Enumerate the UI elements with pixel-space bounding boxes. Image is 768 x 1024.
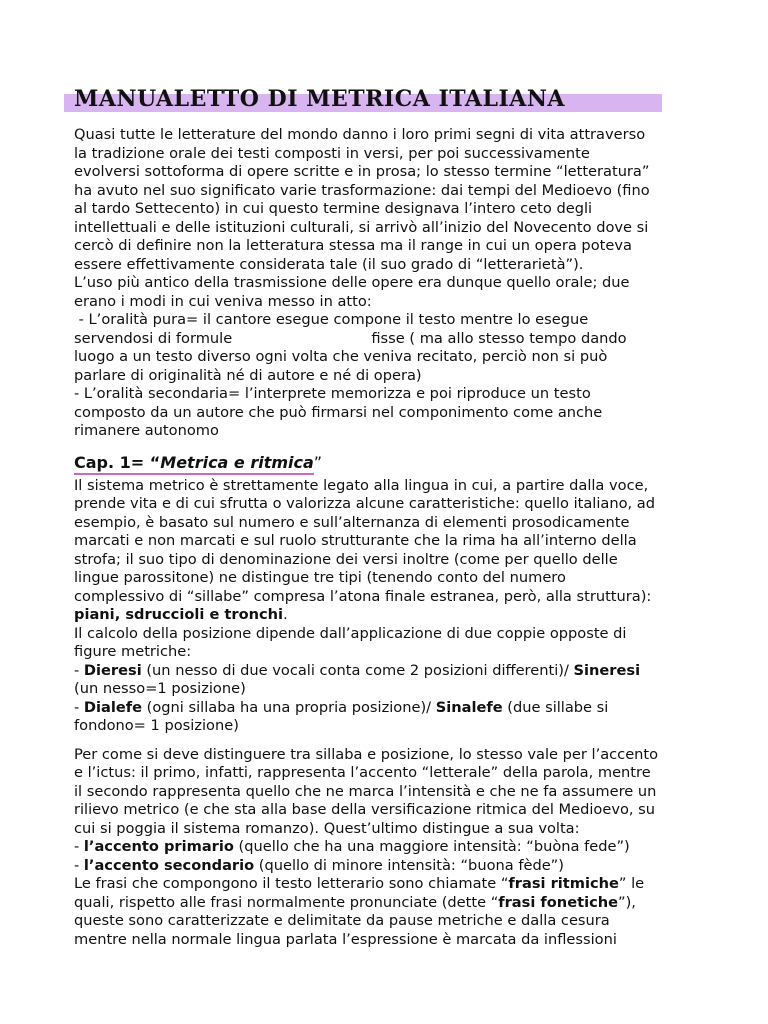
text-line: queste sono caratterizzate e delimitate da pause metriche e dalla cesura — [74, 912, 610, 929]
text-line — [74, 662, 714, 681]
text-line: e l’ictus: il primo, infatti, rappresenta l’accento “letterale” della parola, mentre — [74, 764, 651, 781]
text-fragment: (quello che ha una maggiore intensità: “buòna fede”) — [233, 838, 630, 855]
text-line: ha avuto nel suo significato varie trasformazione: dai tempi del Medioevo (fino — [74, 181, 650, 199]
chapter-heading-underlined — [74, 453, 314, 475]
bold-term: Sineresi — [573, 661, 641, 679]
text-line: prende vita e di cui sfrutta o valorizza alcune caratteristiche: quello italiano, ad — [74, 495, 656, 512]
text-fragment: Le frasi che compongono il testo letterario sono chiamate “ — [74, 875, 509, 892]
bold-term: l’accento secondario — [83, 856, 255, 874]
text-line: figure metriche: — [74, 643, 192, 660]
chapter-heading — [74, 451, 714, 477]
text-fragment: ”), — [618, 893, 636, 911]
text-fragment: - — [74, 661, 84, 679]
text-line: marcati e non marcati e sul ruolo strutturante che la rima ha all’interno della — [74, 532, 637, 549]
chapter-suffix: ” — [313, 452, 323, 472]
text-line: rimanere autonomo — [74, 422, 219, 439]
text-line — [74, 894, 714, 913]
text-line: essere effettivamente considerata tale (il suo grado di “letterarietà”). — [74, 255, 584, 273]
text-line: Quasi tutte le letterature del mondo danno i loro primi segni di vita attraverso — [74, 126, 646, 143]
text-line: Il calcolo della posizione dipende dall’applicazione di due coppie opposte di — [74, 624, 627, 642]
bold-term: l’accento primario — [83, 838, 234, 855]
text-fragment: - — [74, 856, 84, 874]
text-line: (un nesso=1 posizione) — [74, 680, 246, 697]
document-title: MANUALETTO DI METRICA ITALIANA — [74, 86, 565, 112]
text-line: Il sistema metrico è strettamente legato alla lingua in cui, a partire dalla voce, — [74, 476, 649, 494]
bold-term: Dieresi — [83, 661, 142, 679]
bold-term: piani, sdruccioli e tronchi — [74, 606, 284, 623]
text-line: complessivo di “sillabe” compresa l’atona finale estranea, però, alla struttura): — [74, 587, 652, 605]
text-line: la tradizione orale dei testi composti in versi, per poi successivamente — [74, 144, 590, 162]
text-line — [74, 875, 714, 894]
text-line: parlare di originalità né di autore e né di opera) — [74, 366, 422, 384]
accento-paragraph — [74, 746, 714, 950]
bold-term: frasi ritmiche — [508, 875, 619, 892]
text-line: evolversi sottoforma di opere scritte e in prosa; lo stesso termine “letteratura” — [74, 163, 650, 180]
text-line: - L’oralità secondaria= l’interprete memorizza e poi riproduce un testo — [74, 385, 591, 402]
metrica-paragraph — [74, 477, 714, 736]
text-line: Per come si deve distinguere tra sillaba e posizione, lo stesso vale per l’accento — [74, 745, 659, 763]
text-fragment: - — [74, 838, 84, 855]
bold-term: Sinalefe — [435, 698, 503, 716]
text-line: erano i modi in cui veniva messo in atto: — [74, 292, 372, 310]
chapter-prefix: Cap. 1= “ — [74, 452, 161, 472]
text-line: intellettuali e delle istituzioni culturali, si arrivò all’inizio del Novecento dove si — [74, 218, 649, 236]
text-line: - L’oralità pura= il cantore esegue compone il testo mentre lo esegue — [74, 311, 589, 328]
text-line — [74, 606, 714, 625]
text-fragment: . — [283, 606, 288, 623]
text-line: cercò di definire non la letteratura stessa ma il range in cui un opera poteva — [74, 237, 632, 254]
text-line: rilievo metrico (e che sta alla base della versificazione ritmica del Medioevo, su — [74, 801, 656, 818]
text-line: servendosi di formule fisse ( ma allo stesso tempo dando — [74, 329, 627, 347]
document-body — [74, 126, 714, 949]
text-fragment: (quello di minore intensità: “buona fède”) — [254, 856, 564, 874]
text-line: fondono= 1 posizione) — [74, 717, 239, 734]
title-block — [64, 86, 664, 116]
text-line: cui si poggia il sistema romanzo). Quest’ultimo distingue a sua volta: — [74, 819, 580, 837]
text-line — [74, 699, 714, 718]
text-fragment: (un nesso di due vocali conta come 2 posizioni differenti)/ — [141, 661, 574, 679]
text-line: mentre nella normale lingua parlata l’espressione è marcata da inflessioni — [74, 930, 617, 948]
paragraph-spacer — [74, 736, 714, 746]
intro-paragraph — [74, 126, 714, 441]
text-line: lingue parossitone) ne distingue tre tipi (tenendo conto del numero — [74, 569, 566, 586]
text-line: il secondo rappresenta quello che ne marca l’intensità e che ne fa assumere un — [74, 782, 657, 800]
bold-term: Dialefe — [83, 698, 143, 716]
text-fragment: ” le — [618, 875, 645, 892]
text-fragment: (due sillabe si — [502, 698, 609, 716]
text-fragment: quali, rispetto alle frasi normalmente pronunciate (dette “ — [74, 893, 499, 911]
text-line: esempio, è basato sul numero e sull’alternanza di elementi prosodicamente — [74, 513, 630, 531]
text-line — [74, 857, 714, 876]
text-line: luogo a un testo diverso ogni volta che veniva recitato, perciò non si può — [74, 348, 608, 365]
text-line: strofa; il suo tipo di denominazione dei versi inoltre (come per quello delle — [74, 550, 618, 568]
text-line — [74, 838, 714, 857]
text-fragment: - — [74, 698, 84, 716]
text-line: composto da un autore che può firmarsi nel componimento come anche — [74, 403, 603, 421]
text-fragment: (ogni sillaba ha una propria posizione)/ — [142, 698, 436, 716]
bold-term: frasi fonetiche — [498, 893, 619, 911]
text-line: L’uso più antico della trasmissione delle opere era dunque quello orale; due — [74, 274, 630, 291]
chapter-name: Metrica e ritmica — [160, 452, 314, 472]
text-line: al tardo Settecento) in cui questo termine designava l’intero ceto degli — [74, 200, 593, 217]
paragraph-spacer — [74, 441, 714, 451]
